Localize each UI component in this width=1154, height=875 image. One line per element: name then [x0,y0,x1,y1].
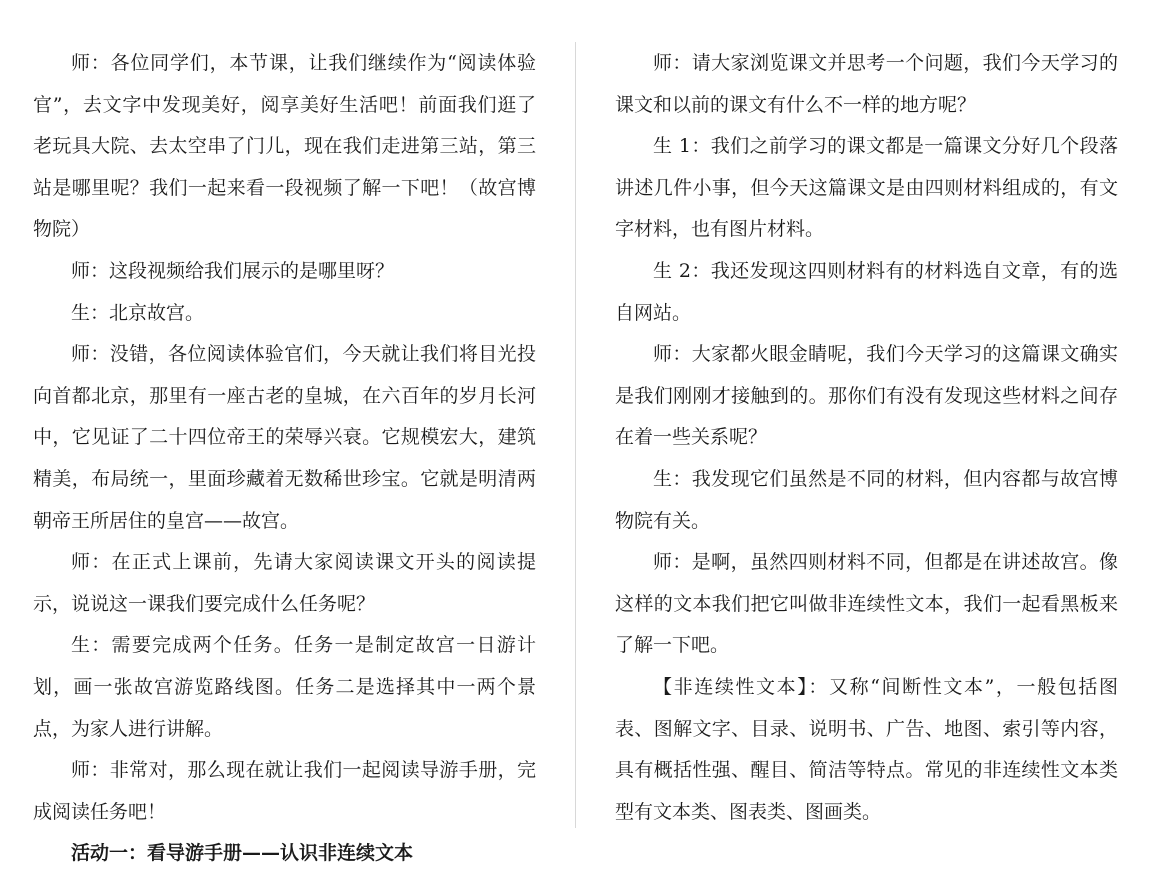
paragraph: 师：各位同学们，本节课，让我们继续作为“阅读体验官”，去文字中发现美好，阅享美好生活吧！前面我们逛了老玩具大院、去太空串了门儿，现在我们走进第三站，第三站是哪里呢？我们一起来看一段视频了解一下吧！（故宫博物院） [33,52,536,241]
right-column [615,43,1118,833]
paragraph: 生：需要完成两个任务。任务一是制定故宫一日游计划，画一张故宫游览路线图。任务二是选择其中一两个景点，为家人进行讲解。 [33,634,536,740]
paragraph: 师：没错，各位阅读体验官们，今天就让我们将目光投向首都北京，那里有一座古老的皇城，在六百年的岁月长河中，它见证了二十四位帝王的荣辱兴衰。它规模宏大，建筑精美，布局统一，里面珍藏着无数稀世珍宝。它就是明清两朝帝王所居住的皇宫——故宫。 [33,343,536,532]
paragraph: 生：我发现它们虽然是不同的材料，但内容都与故宫博物院有关。 [615,467,1118,532]
column-divider [575,42,576,828]
paragraph: 师：在正式上课前，先请大家阅读课文开头的阅读提示，说说这一课我们要完成什么任务呢？ [33,551,536,615]
paragraph: 师：请大家浏览课文并思考一个问题，我们今天学习的课文和以前的课文有什么不一样的地方呢？ [615,52,1118,116]
paragraph: 师：非常对，那么现在就让我们一起阅读导游手册，完成阅读任务吧！ [33,759,536,823]
paragraph: 师：是啊，虽然四则材料不同，但都是在讲述故宫。像这样的文本我们把它叫做非连续性文本，我们一起看黑板来了解一下吧。 [615,551,1118,657]
paragraph: 师：这段视频给我们展示的是哪里呀？ [71,259,395,282]
paragraph: 生：北京故宫。 [71,301,205,324]
paragraph: 生 2：我还发现这四则材料有的材料选自文章，有的选自网站。 [615,259,1118,324]
left-column [33,43,536,875]
paragraph: 生 1：我们之前学习的课文都是一篇课文分好几个段落讲述几件小事，但今天这篇课文是由四则材料组成的，有文字材料，也有图片材料。 [615,135,1118,241]
section-heading: 活动一：看导游手册——认识非连续文本 [71,842,414,865]
definition-paragraph: 【非连续性文本】：又称“间断性文本”，一般包括图表、图解文字、目录、说明书、广告、地图、索引等内容，具有概括性强、醒目、简洁等特点。常见的非连续性文本类型有文本类、图表类、图画类。 [615,675,1118,823]
paragraph: 师：大家都火眼金睛呢，我们今天学习的这篇课文确实是我们刚刚才接触到的。那你们有没有发现这些材料之间存在着一些关系呢？ [615,343,1118,449]
